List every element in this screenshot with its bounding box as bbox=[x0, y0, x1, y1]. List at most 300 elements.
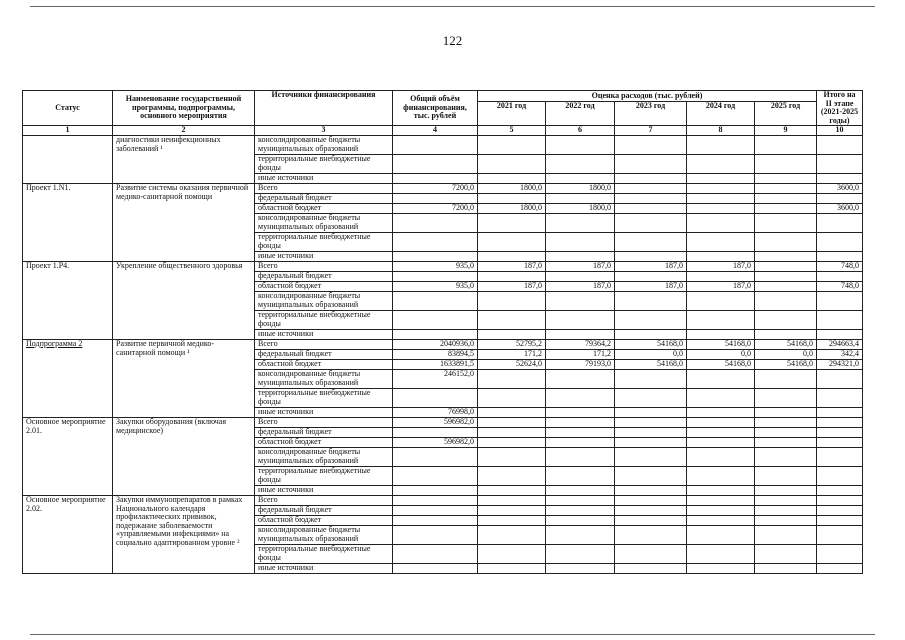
total-volume-cell bbox=[393, 516, 478, 526]
year-value-cell bbox=[687, 506, 755, 516]
year-value-cell bbox=[478, 496, 546, 506]
year-value-cell bbox=[546, 438, 615, 448]
stage-total-cell bbox=[817, 438, 863, 448]
funding-source: территориальные внебюджетные фонды bbox=[255, 155, 393, 174]
year-value-cell bbox=[478, 438, 546, 448]
year-value-cell bbox=[687, 545, 755, 564]
header-year-2025: 2025 год bbox=[755, 101, 817, 125]
total-volume-cell bbox=[393, 545, 478, 564]
stage-total-cell bbox=[817, 252, 863, 262]
year-value-cell bbox=[687, 233, 755, 252]
year-value-cell bbox=[615, 389, 687, 408]
year-value-cell: 54168,0 bbox=[615, 360, 687, 370]
year-value-cell: 187,0 bbox=[615, 282, 687, 292]
table-body bbox=[23, 136, 863, 574]
total-volume-cell: 246152,0 bbox=[393, 370, 478, 389]
column-number: 8 bbox=[687, 126, 755, 136]
year-value-cell bbox=[546, 408, 615, 418]
year-value-cell bbox=[478, 136, 546, 155]
year-value-cell bbox=[755, 262, 817, 272]
row-status: Подпрограмма 2 bbox=[23, 340, 113, 418]
year-value-cell: 52624,0 bbox=[478, 360, 546, 370]
year-value-cell bbox=[687, 214, 755, 233]
year-value-cell bbox=[615, 330, 687, 340]
total-volume-cell bbox=[393, 428, 478, 438]
header-estimate-group: Оценка расходов (тыс. рублей) bbox=[478, 91, 817, 102]
year-value-cell bbox=[755, 496, 817, 506]
year-value-cell: 0,0 bbox=[615, 350, 687, 360]
year-value-cell bbox=[615, 486, 687, 496]
column-number: 9 bbox=[755, 126, 817, 136]
year-value-cell bbox=[755, 214, 817, 233]
total-volume-cell bbox=[393, 214, 478, 233]
year-value-cell bbox=[478, 428, 546, 438]
year-value-cell bbox=[546, 418, 615, 428]
year-value-cell bbox=[546, 272, 615, 282]
header-stage-total: Итого на II этапе (2021-2025 годы) bbox=[817, 91, 863, 126]
year-value-cell: 54168,0 bbox=[687, 360, 755, 370]
total-volume-cell bbox=[393, 389, 478, 408]
year-value-cell bbox=[478, 272, 546, 282]
stage-total-cell bbox=[817, 233, 863, 252]
year-value-cell bbox=[615, 204, 687, 214]
year-value-cell bbox=[615, 526, 687, 545]
stage-total-cell bbox=[817, 136, 863, 155]
year-value-cell bbox=[687, 136, 755, 155]
total-volume-cell bbox=[393, 233, 478, 252]
year-value-cell bbox=[615, 516, 687, 526]
year-value-cell: 1800,0 bbox=[546, 204, 615, 214]
year-value-cell bbox=[478, 389, 546, 408]
year-value-cell bbox=[546, 233, 615, 252]
year-value-cell bbox=[546, 428, 615, 438]
funding-source: иные источники bbox=[255, 564, 393, 574]
year-value-cell: 187,0 bbox=[478, 262, 546, 272]
year-value-cell: 0,0 bbox=[687, 350, 755, 360]
year-value-cell: 187,0 bbox=[546, 282, 615, 292]
year-value-cell bbox=[615, 155, 687, 174]
year-value-cell bbox=[478, 448, 546, 467]
year-value-cell bbox=[478, 526, 546, 545]
year-value-cell: 54168,0 bbox=[755, 360, 817, 370]
funding-source: федеральный бюджет bbox=[255, 272, 393, 282]
year-value-cell bbox=[478, 292, 546, 311]
year-value-cell bbox=[546, 516, 615, 526]
funding-source: территориальные внебюджетные фонды bbox=[255, 467, 393, 486]
total-volume-cell: 596982,0 bbox=[393, 438, 478, 448]
year-value-cell bbox=[546, 506, 615, 516]
year-value-cell bbox=[755, 370, 817, 389]
header-status: Статус bbox=[23, 91, 113, 126]
year-value-cell bbox=[546, 194, 615, 204]
total-volume-cell: 2040936,0 bbox=[393, 340, 478, 350]
year-value-cell bbox=[687, 428, 755, 438]
column-number: 1 bbox=[23, 126, 113, 136]
funding-source: иные источники bbox=[255, 174, 393, 184]
stage-total-cell: 748,0 bbox=[817, 262, 863, 272]
total-volume-cell bbox=[393, 272, 478, 282]
total-volume-cell: 76998,0 bbox=[393, 408, 478, 418]
header-total-volume: Общий объём финансирования, тыс. рублей bbox=[393, 91, 478, 126]
table-row bbox=[23, 340, 863, 350]
year-value-cell bbox=[755, 545, 817, 564]
header-year-2021: 2021 год bbox=[478, 101, 546, 125]
stage-total-cell bbox=[817, 389, 863, 408]
header-year-2024: 2024 год bbox=[687, 101, 755, 125]
header-year-2023: 2023 год bbox=[615, 101, 687, 125]
funding-source: иные источники bbox=[255, 252, 393, 262]
funding-source: территориальные внебюджетные фонды bbox=[255, 389, 393, 408]
funding-source: областной бюджет bbox=[255, 438, 393, 448]
row-program-name: диагностики неинфекционных заболеваний ¹ bbox=[113, 136, 255, 184]
year-value-cell bbox=[687, 438, 755, 448]
year-value-cell bbox=[546, 370, 615, 389]
year-value-cell bbox=[755, 526, 817, 545]
funding-source: консолидированные бюджеты муниципальных образований bbox=[255, 292, 393, 311]
year-value-cell bbox=[615, 194, 687, 204]
total-volume-cell bbox=[393, 311, 478, 330]
year-value-cell bbox=[546, 389, 615, 408]
year-value-cell: 187,0 bbox=[687, 282, 755, 292]
year-value-cell bbox=[687, 496, 755, 506]
year-value-cell bbox=[546, 252, 615, 262]
total-volume-cell: 1633891,5 bbox=[393, 360, 478, 370]
funding-source: территориальные внебюджетные фонды bbox=[255, 311, 393, 330]
stage-total-cell: 3600,0 bbox=[817, 184, 863, 194]
year-value-cell bbox=[615, 408, 687, 418]
year-value-cell bbox=[615, 467, 687, 486]
year-value-cell bbox=[687, 194, 755, 204]
total-volume-cell: 935,0 bbox=[393, 282, 478, 292]
year-value-cell bbox=[478, 545, 546, 564]
year-value-cell bbox=[478, 408, 546, 418]
year-value-cell: 171,2 bbox=[478, 350, 546, 360]
year-value-cell bbox=[687, 174, 755, 184]
table-row bbox=[23, 418, 863, 428]
total-volume-cell bbox=[393, 496, 478, 506]
column-number: 6 bbox=[546, 126, 615, 136]
funding-source: консолидированные бюджеты муниципальных образований bbox=[255, 448, 393, 467]
year-value-cell bbox=[478, 486, 546, 496]
year-value-cell bbox=[687, 526, 755, 545]
total-volume-cell bbox=[393, 506, 478, 516]
year-value-cell bbox=[615, 448, 687, 467]
year-value-cell: 187,0 bbox=[546, 262, 615, 272]
year-value-cell bbox=[615, 496, 687, 506]
year-value-cell bbox=[478, 506, 546, 516]
year-value-cell bbox=[755, 438, 817, 448]
year-value-cell bbox=[615, 214, 687, 233]
year-value-cell: 54168,0 bbox=[615, 340, 687, 350]
total-volume-cell bbox=[393, 564, 478, 574]
table-row bbox=[23, 496, 863, 506]
year-value-cell bbox=[546, 486, 615, 496]
year-value-cell bbox=[615, 418, 687, 428]
stage-total-cell bbox=[817, 428, 863, 438]
stage-total-cell: 3600,0 bbox=[817, 204, 863, 214]
year-value-cell bbox=[755, 516, 817, 526]
stage-total-cell bbox=[817, 486, 863, 496]
stage-total-cell bbox=[817, 496, 863, 506]
total-volume-cell: 7200,0 bbox=[393, 184, 478, 194]
year-value-cell: 79364,2 bbox=[546, 340, 615, 350]
header-year-2022: 2022 год bbox=[546, 101, 615, 125]
year-value-cell bbox=[687, 311, 755, 330]
table-row bbox=[23, 184, 863, 194]
year-value-cell bbox=[615, 564, 687, 574]
year-value-cell bbox=[687, 204, 755, 214]
year-value-cell bbox=[755, 448, 817, 467]
funding-source: Всего bbox=[255, 184, 393, 194]
stage-total-cell bbox=[817, 418, 863, 428]
stage-total-cell: 748,0 bbox=[817, 282, 863, 292]
top-rule bbox=[30, 6, 875, 7]
year-value-cell bbox=[546, 311, 615, 330]
year-value-cell bbox=[755, 408, 817, 418]
year-value-cell bbox=[478, 233, 546, 252]
funding-source: федеральный бюджет bbox=[255, 506, 393, 516]
stage-total-cell bbox=[817, 272, 863, 282]
funding-source: Всего bbox=[255, 262, 393, 272]
page-number: 122 bbox=[442, 33, 463, 48]
year-value-cell bbox=[755, 136, 817, 155]
year-value-cell bbox=[687, 252, 755, 262]
year-value-cell: 79193,0 bbox=[546, 360, 615, 370]
stage-total-cell bbox=[817, 526, 863, 545]
financing-table bbox=[22, 90, 863, 574]
stage-total-cell bbox=[817, 214, 863, 233]
row-program-name: Закупки иммунопрепаратов в рамках Национального календаря профилактических прививок, подержание заболеваемости «управляемыми инфекциями» на социально адаптированном уровне ² bbox=[113, 496, 255, 574]
funding-source: федеральный бюджет bbox=[255, 194, 393, 204]
year-value-cell bbox=[687, 418, 755, 428]
funding-source: территориальные внебюджетные фонды bbox=[255, 545, 393, 564]
stage-total-cell bbox=[817, 564, 863, 574]
year-value-cell: 1800,0 bbox=[478, 184, 546, 194]
column-number: 3 bbox=[255, 126, 393, 136]
year-value-cell bbox=[755, 389, 817, 408]
header-sources: Источники финансирования bbox=[255, 91, 393, 126]
year-value-cell bbox=[478, 418, 546, 428]
column-number: 4 bbox=[393, 126, 478, 136]
year-value-cell bbox=[478, 330, 546, 340]
year-value-cell bbox=[687, 408, 755, 418]
funding-source: федеральный бюджет bbox=[255, 350, 393, 360]
year-value-cell bbox=[546, 448, 615, 467]
year-value-cell bbox=[687, 389, 755, 408]
total-volume-cell bbox=[393, 292, 478, 311]
year-value-cell bbox=[546, 174, 615, 184]
stage-total-cell bbox=[817, 448, 863, 467]
stage-total-cell bbox=[817, 155, 863, 174]
year-value-cell: 0,0 bbox=[755, 350, 817, 360]
year-value-cell bbox=[615, 506, 687, 516]
funding-source: иные источники bbox=[255, 330, 393, 340]
column-number: 7 bbox=[615, 126, 687, 136]
year-value-cell bbox=[615, 438, 687, 448]
total-volume-cell bbox=[393, 330, 478, 340]
funding-source: консолидированные бюджеты муниципальных образований bbox=[255, 214, 393, 233]
funding-source: областной бюджет bbox=[255, 360, 393, 370]
row-status bbox=[23, 136, 113, 184]
year-value-cell: 187,0 bbox=[615, 262, 687, 272]
year-value-cell: 54168,0 bbox=[687, 340, 755, 350]
total-volume-cell bbox=[393, 174, 478, 184]
stage-total-cell: 294663,4 bbox=[817, 340, 863, 350]
year-value-cell bbox=[755, 330, 817, 340]
year-value-cell bbox=[546, 136, 615, 155]
table-row bbox=[23, 136, 863, 155]
year-value-cell bbox=[687, 467, 755, 486]
funding-source: территориальные внебюджетные фонды bbox=[255, 233, 393, 252]
funding-source: Всего bbox=[255, 340, 393, 350]
year-value-cell bbox=[546, 214, 615, 233]
year-value-cell bbox=[615, 252, 687, 262]
table-row bbox=[23, 262, 863, 272]
funding-source: Всего bbox=[255, 496, 393, 506]
stage-total-cell bbox=[817, 467, 863, 486]
funding-source: консолидированные бюджеты муниципальных образований bbox=[255, 370, 393, 389]
year-value-cell bbox=[687, 184, 755, 194]
column-number: 2 bbox=[113, 126, 255, 136]
year-value-cell bbox=[687, 486, 755, 496]
year-value-cell bbox=[546, 292, 615, 311]
total-volume-cell bbox=[393, 136, 478, 155]
year-value-cell bbox=[687, 370, 755, 389]
year-value-cell bbox=[755, 418, 817, 428]
year-value-cell bbox=[478, 467, 546, 486]
year-value-cell bbox=[615, 311, 687, 330]
year-value-cell: 1800,0 bbox=[478, 204, 546, 214]
year-value-cell bbox=[755, 184, 817, 194]
year-value-cell bbox=[615, 545, 687, 564]
year-value-cell bbox=[615, 233, 687, 252]
stage-total-cell bbox=[817, 545, 863, 564]
year-value-cell: 52795,2 bbox=[478, 340, 546, 350]
year-value-cell bbox=[478, 214, 546, 233]
row-status: Основное мероприятие 2.01. bbox=[23, 418, 113, 496]
stage-total-cell bbox=[817, 516, 863, 526]
total-volume-cell: 83894,5 bbox=[393, 350, 478, 360]
year-value-cell bbox=[478, 311, 546, 330]
stage-total-cell: 294321,0 bbox=[817, 360, 863, 370]
total-volume-cell bbox=[393, 467, 478, 486]
year-value-cell bbox=[546, 526, 615, 545]
stage-total-cell bbox=[817, 370, 863, 389]
year-value-cell bbox=[546, 496, 615, 506]
stage-total-cell bbox=[817, 311, 863, 330]
year-value-cell bbox=[755, 486, 817, 496]
funding-source: иные источники bbox=[255, 408, 393, 418]
year-value-cell bbox=[755, 282, 817, 292]
funding-source: областной бюджет bbox=[255, 516, 393, 526]
year-value-cell bbox=[478, 516, 546, 526]
year-value-cell: 187,0 bbox=[687, 262, 755, 272]
funding-source: федеральный бюджет bbox=[255, 428, 393, 438]
bottom-rule bbox=[30, 634, 875, 635]
total-volume-cell bbox=[393, 526, 478, 545]
stage-total-cell bbox=[817, 506, 863, 516]
year-value-cell bbox=[687, 272, 755, 282]
row-status: Основное мероприятие 2.02. bbox=[23, 496, 113, 574]
row-status: Проект 1.Р4. bbox=[23, 262, 113, 340]
year-value-cell bbox=[687, 292, 755, 311]
year-value-cell bbox=[615, 370, 687, 389]
year-value-cell bbox=[546, 564, 615, 574]
header-name: Наименование государственной программы, подпрограммы, основного мероприятия bbox=[113, 91, 255, 126]
row-program-name: Развитие первичной медико-санитарной помощи ¹ bbox=[113, 340, 255, 418]
stage-total-cell bbox=[817, 330, 863, 340]
funding-source: консолидированные бюджеты муниципальных образований bbox=[255, 526, 393, 545]
year-value-cell bbox=[755, 252, 817, 262]
year-value-cell bbox=[687, 448, 755, 467]
column-number: 5 bbox=[478, 126, 546, 136]
year-value-cell bbox=[755, 174, 817, 184]
year-value-cell bbox=[478, 564, 546, 574]
year-value-cell: 54168,0 bbox=[755, 340, 817, 350]
row-program-name: Развитие системы оказания первичной медико-санитарной помощи bbox=[113, 184, 255, 262]
column-number: 10 bbox=[817, 126, 863, 136]
row-status: Проект 1.N1. bbox=[23, 184, 113, 262]
stage-total-cell bbox=[817, 292, 863, 311]
funding-source: областной бюджет bbox=[255, 282, 393, 292]
year-value-cell bbox=[755, 564, 817, 574]
row-program-name: Укрепление общественного здоровья bbox=[113, 262, 255, 340]
year-value-cell bbox=[687, 155, 755, 174]
stage-total-cell bbox=[817, 408, 863, 418]
year-value-cell bbox=[546, 545, 615, 564]
year-value-cell bbox=[755, 204, 817, 214]
year-value-cell: 171,2 bbox=[546, 350, 615, 360]
year-value-cell bbox=[755, 292, 817, 311]
funding-source: консолидированные бюджеты муниципальных образований bbox=[255, 136, 393, 155]
year-value-cell bbox=[478, 194, 546, 204]
total-volume-cell bbox=[393, 194, 478, 204]
year-value-cell bbox=[755, 428, 817, 438]
year-value-cell bbox=[755, 467, 817, 486]
year-value-cell bbox=[755, 233, 817, 252]
year-value-cell bbox=[478, 370, 546, 389]
year-value-cell bbox=[546, 155, 615, 174]
year-value-cell bbox=[478, 155, 546, 174]
year-value-cell bbox=[755, 506, 817, 516]
year-value-cell bbox=[615, 272, 687, 282]
stage-total-cell bbox=[817, 194, 863, 204]
total-volume-cell: 596982,0 bbox=[393, 418, 478, 428]
total-volume-cell: 7200,0 bbox=[393, 204, 478, 214]
year-value-cell bbox=[687, 516, 755, 526]
year-value-cell bbox=[615, 136, 687, 155]
total-volume-cell bbox=[393, 486, 478, 496]
year-value-cell bbox=[615, 292, 687, 311]
funding-source: областной бюджет bbox=[255, 204, 393, 214]
year-value-cell bbox=[755, 194, 817, 204]
row-program-name: Закупки оборудования (включая медицинское) bbox=[113, 418, 255, 496]
year-value-cell bbox=[478, 252, 546, 262]
funding-source: иные источники bbox=[255, 486, 393, 496]
total-volume-cell bbox=[393, 155, 478, 174]
year-value-cell bbox=[615, 428, 687, 438]
year-value-cell bbox=[615, 184, 687, 194]
funding-source: Всего bbox=[255, 418, 393, 428]
year-value-cell bbox=[755, 272, 817, 282]
stage-total-cell: 342,4 bbox=[817, 350, 863, 360]
year-value-cell bbox=[687, 564, 755, 574]
total-volume-cell bbox=[393, 252, 478, 262]
year-value-cell bbox=[687, 330, 755, 340]
stage-total-cell bbox=[817, 174, 863, 184]
year-value-cell bbox=[755, 311, 817, 330]
year-value-cell bbox=[546, 330, 615, 340]
